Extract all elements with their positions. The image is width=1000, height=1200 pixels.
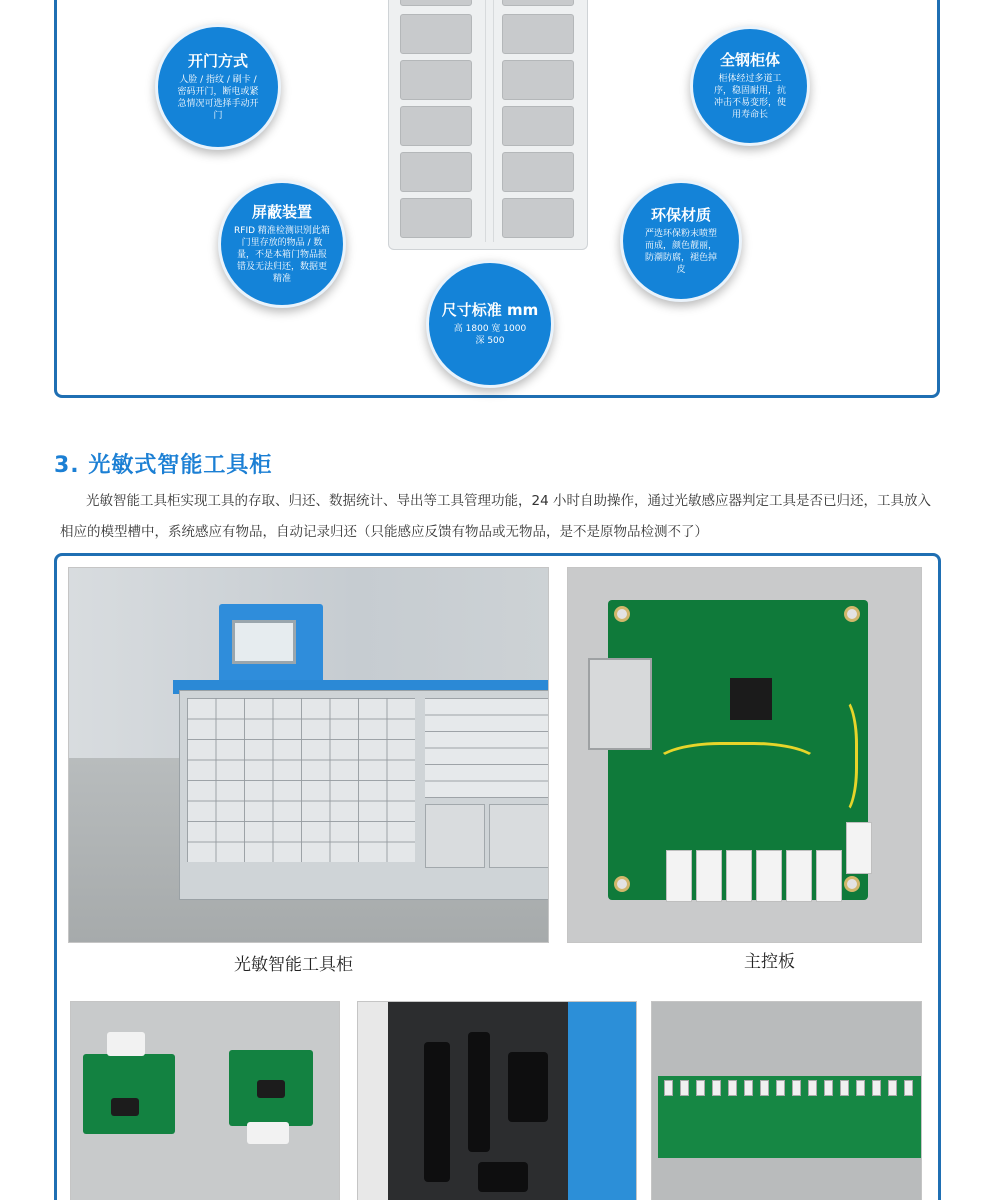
yellow-wire: [818, 696, 858, 816]
cabinet-lower-door: [489, 804, 549, 868]
tool-slot: [424, 1042, 450, 1182]
connector: [666, 850, 692, 902]
cabinet-illustration: [388, 0, 588, 250]
section-paragraph: 光敏智能工具柜实现工具的存取、归还、数据统计、导出等工具管理功能，24 小时自助操作，通过光敏感应器判定工具是否已归还，工具放入相应的模型槽中，系统感应有物品，自动记录归还（只能感应反馈有物品或无物品，是不是原物品检测不了）: [60, 493, 931, 540]
mount-hole: [844, 606, 860, 622]
cabinet-drawer: [502, 60, 574, 100]
feature-open-mode: [155, 24, 281, 150]
mount-hole: [844, 876, 860, 892]
sensor-unit: [856, 1080, 865, 1096]
sensor-unit: [760, 1080, 769, 1096]
feature-desc: RFID 精准检测识别此箱门里存放的物品 / 数量，不是本箱门物品报错及无法归还，数据更精准: [234, 226, 330, 284]
feature-desc: 柜体经过多道工序，稳固耐用，抗冲击不易变形，使用寿命长: [713, 74, 786, 120]
cabinet-lid: [568, 1002, 637, 1200]
cabinet-drawer-grid: [187, 698, 415, 862]
cabinet-drawer: [400, 60, 472, 100]
feature-desc: 人脸 / 指纹 / 刷卡 / 密码开门，断电或紧急情况可选择手动开门: [177, 75, 259, 121]
sensor-strip-photo: [651, 1001, 922, 1200]
sensor-unit: [696, 1080, 705, 1096]
pcb-board: [608, 600, 868, 900]
connector: [696, 850, 722, 902]
section-title: 3. 光敏式智能工具柜: [54, 453, 273, 478]
mainboard-caption: 主控板: [744, 952, 795, 972]
connector: [247, 1122, 289, 1144]
cabinet-drawer: [502, 0, 574, 6]
cabinet-left-column: [392, 0, 486, 242]
cabinet-screen: [232, 620, 296, 664]
ethernet-port: [588, 658, 652, 750]
feature-title: 开门方式: [187, 52, 248, 70]
sensor-unit: [872, 1080, 881, 1096]
cabinet-caption: 光敏智能工具柜: [234, 955, 353, 975]
cabinet-drawer: [400, 14, 472, 54]
feature-steel-body: [690, 26, 810, 146]
cabinet-drawer: [502, 152, 574, 192]
feature-title: 尺寸标准 mm: [441, 301, 539, 319]
feature-desc: 高 1800 宽 1000 深 500: [453, 324, 527, 346]
sensor-pcb: [83, 1054, 175, 1134]
cabinet-drawer: [400, 106, 472, 146]
sensor-unit: [792, 1080, 801, 1096]
mount-hole: [614, 876, 630, 892]
photo-sensor: [257, 1080, 285, 1098]
sensor-unit: [680, 1080, 689, 1096]
sensor-unit: [840, 1080, 849, 1096]
mainboard-photo: [567, 567, 922, 943]
connector: [786, 850, 812, 902]
sensor-strip-pcb: [658, 1076, 922, 1158]
mcu-chip: [730, 678, 772, 720]
connector: [816, 850, 842, 902]
sensor-unit: [824, 1080, 833, 1096]
sensor-unit: [888, 1080, 897, 1096]
feature-title: 屏蔽装置: [251, 203, 312, 221]
foam-tray-photo: [357, 1001, 637, 1200]
sensor-unit: [712, 1080, 721, 1096]
cabinet-drawer: [502, 198, 574, 238]
connector: [726, 850, 752, 902]
cabinet-drawer: [400, 198, 472, 238]
connector: [756, 850, 782, 902]
tool-slot: [478, 1162, 528, 1192]
feature-eco: [620, 180, 742, 302]
cabinet-drawer: [502, 14, 574, 54]
sensor-unit: [776, 1080, 785, 1096]
sensor-unit: [664, 1080, 673, 1096]
sensor-unit: [744, 1080, 753, 1096]
sensor-unit: [904, 1080, 913, 1096]
cabinet-wide-drawers: [425, 698, 549, 798]
feature-size: [426, 260, 554, 388]
connector: [846, 822, 872, 874]
feature-title: 环保材质: [650, 206, 711, 224]
cabinet-drawer: [502, 106, 574, 146]
cabinet-lower-door: [425, 804, 485, 868]
yellow-wire: [652, 742, 822, 802]
cabinet-drawer: [400, 0, 472, 6]
feature-desc: 严选环保粉末喷塑而成，颜色靓丽，防潮防腐，褪色掉皮: [644, 229, 717, 275]
cabinet-drawer: [400, 152, 472, 192]
connector: [107, 1032, 145, 1056]
photo-sensor: [111, 1098, 139, 1116]
tool-slot: [468, 1032, 490, 1152]
mount-hole: [614, 606, 630, 622]
sensor-unit: [808, 1080, 817, 1096]
cabinet-right-column: [493, 0, 587, 242]
sensor-unit: [728, 1080, 737, 1096]
feature-title: 全钢柜体: [719, 51, 780, 69]
feature-shield: [218, 180, 346, 308]
tool-slot: [508, 1052, 548, 1122]
sensor-board-photo: [70, 1001, 340, 1200]
cabinet-photo: [68, 567, 549, 943]
